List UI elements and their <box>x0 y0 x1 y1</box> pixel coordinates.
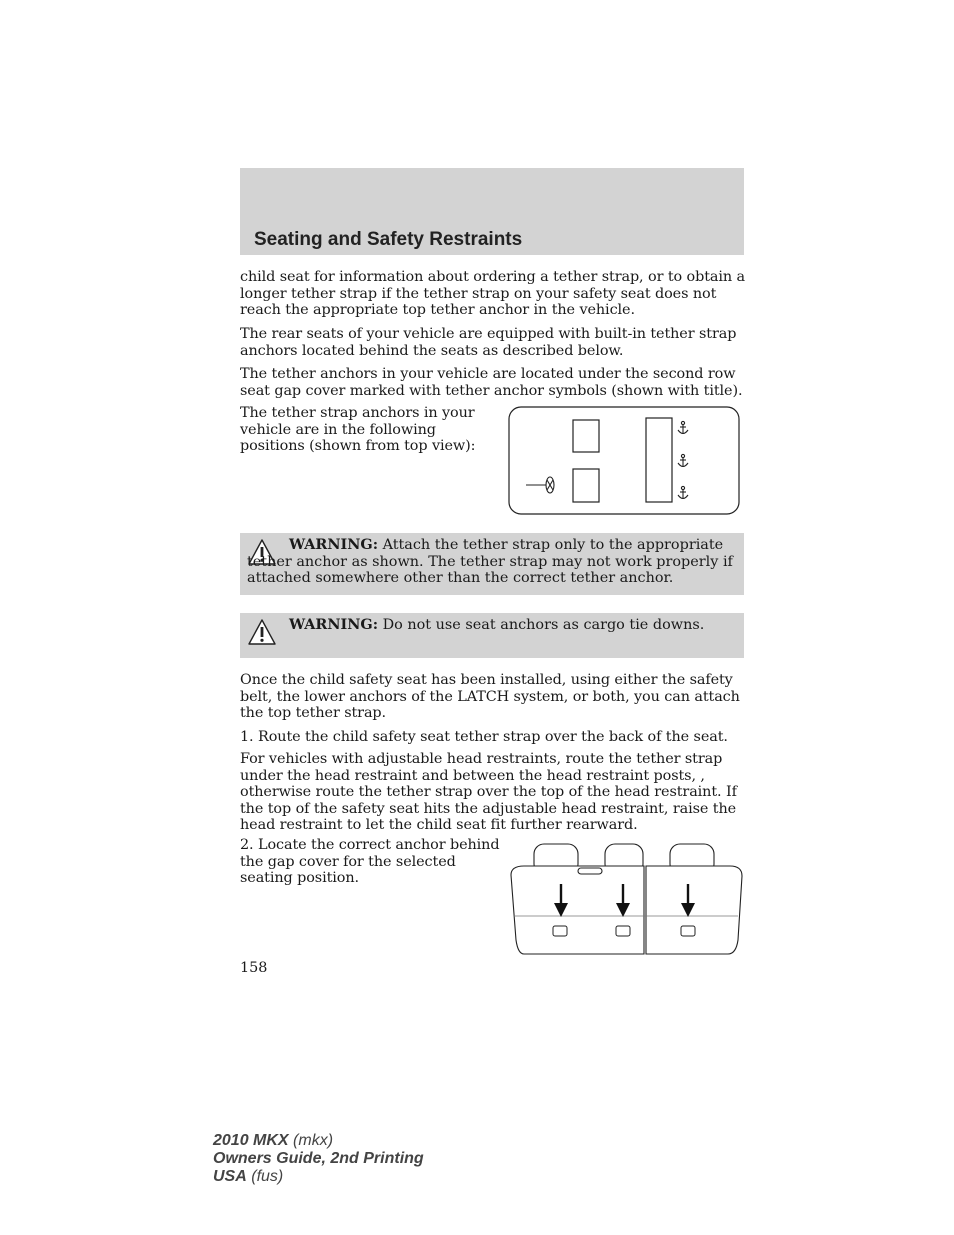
anchor-symbol-icon <box>553 926 567 936</box>
anchor-symbol-icon <box>681 926 695 936</box>
document-footer <box>213 1132 424 1186</box>
warning-box-cargo <box>240 613 744 658</box>
paragraph-tether-ordering: child seat for information about ordering a tether strap, or to obtain a longer tether strap if the tether strap on your safety seat does not reach the appropriate top tether anchor in the vehicle. <box>240 269 746 318</box>
anchor-symbol-icon <box>616 926 630 936</box>
paragraph-anchor-location: The tether anchors in your vehicle are located under the second row seat gap cover marked with tether anchor symbols (shown with title). <box>240 366 743 399</box>
page-number: 158 <box>240 960 268 976</box>
section-title: Seating and Safety Restraints <box>254 229 523 250</box>
seat-gap-cover <box>578 868 602 874</box>
footer-region: USA <box>213 1168 247 1185</box>
footer-region-code: (fus) <box>251 1168 284 1185</box>
paragraph-anchor-positions: The tether strap anchors in your vehicle are in the following positions (shown from top view): <box>240 405 476 454</box>
warning-text <box>247 537 736 587</box>
warning-text <box>247 617 736 634</box>
rear-seat-anchor-diagram <box>506 840 746 958</box>
warning-label: WARNING: <box>289 616 379 633</box>
paragraph-attach-tether: Once the child safety seat has been installed, using either the safety belt, the lower anchors of the LATCH system, or both, you can attach the top tether strap. <box>240 672 740 721</box>
paragraph-head-restraint: For vehicles with adjustable head restraints, route the tether strap under the head restraint and between the head restraint posts, , otherwise route the tether strap over the top of the head restraint. If the top of the safety seat hits the adjustable head restraint, raise the head restraint to let the child seat fit further rearward. <box>240 751 737 833</box>
footer-model: 2010 MKX <box>213 1132 289 1149</box>
paragraph-rear-seats: The rear seats of your vehicle are equipped with built-in tether strap anchors located behind the seats as described below. <box>240 326 737 359</box>
footer-line-region <box>213 1168 424 1186</box>
footer-line-model <box>213 1132 424 1150</box>
paragraph-step-1: 1. Route the child safety seat tether strap over the back of the seat. <box>240 729 728 745</box>
warning-box-tether-anchor <box>240 533 744 595</box>
footer-model-code: (mkx) <box>293 1132 334 1149</box>
paragraph-step-2: 2. Locate the correct anchor behind the gap cover for the selected seating position. <box>240 837 500 886</box>
warning-body: Do not use seat anchors as cargo tie downs. <box>378 617 705 633</box>
warning-body: Attach the tether strap only to the appropriate tether anchor as shown. The tether strap may not work properly if attached somewhere other than the correct tether anchor. <box>247 537 733 586</box>
footer-guide: Owners Guide, 2nd Printing <box>213 1150 424 1167</box>
tether-anchor-top-view-diagram <box>508 406 741 516</box>
warning-label: WARNING: <box>289 536 379 553</box>
seatback-right <box>646 866 742 954</box>
section-header-band <box>240 168 744 255</box>
